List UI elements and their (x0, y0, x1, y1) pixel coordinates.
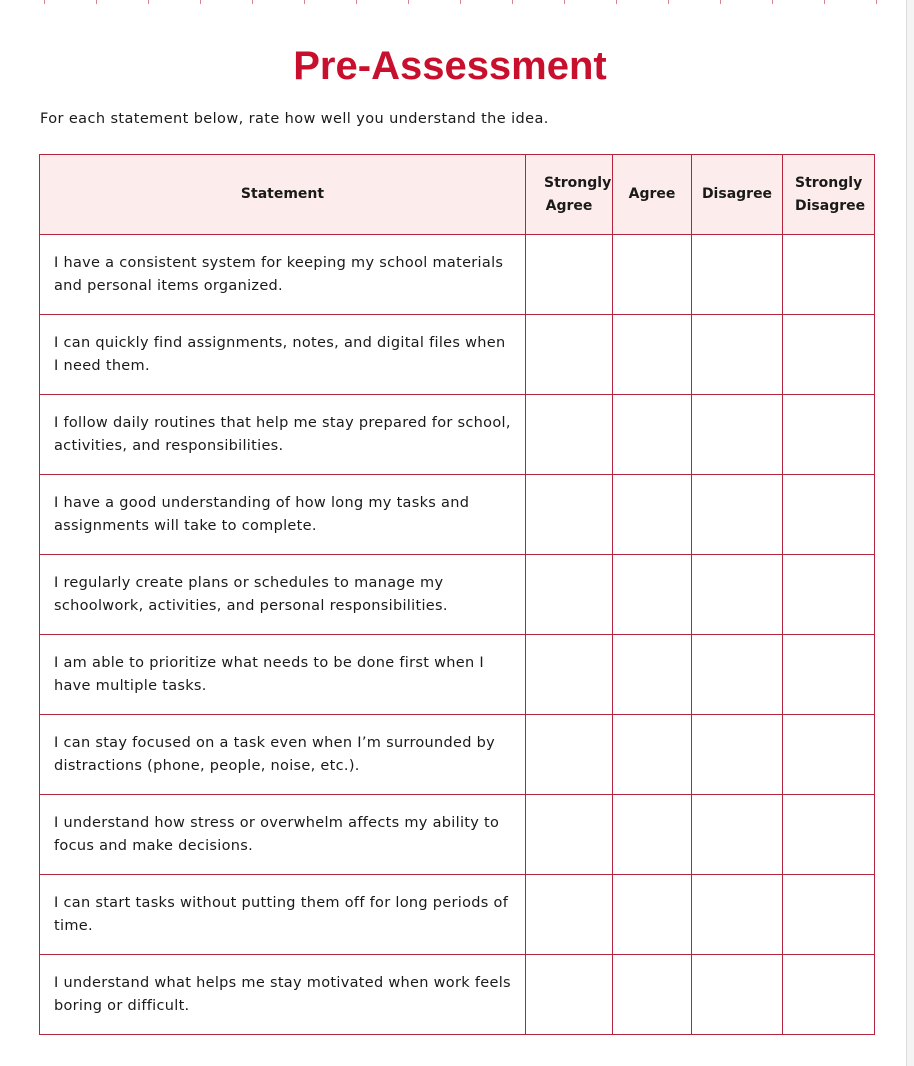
statement-cell: I follow daily routines that help me stay prepared for school, activities, and responsibilities. (40, 395, 526, 475)
ruler-tick (44, 0, 45, 4)
ruler-tick (772, 0, 773, 4)
table-row (40, 315, 875, 395)
rating-cell-strongly-disagree[interactable] (783, 955, 875, 1035)
rating-cell-strongly-disagree[interactable] (783, 315, 875, 395)
header-strongly-agree: Strongly Agree (526, 155, 613, 235)
statement-cell: I understand what helps me stay motivated when work feels boring or difficult. (40, 955, 526, 1035)
table-row (40, 395, 875, 475)
instructions-text: For each statement below, rate how well you understand the idea. (40, 111, 549, 127)
rating-cell-strongly-agree[interactable] (526, 235, 613, 315)
rating-cell-strongly-agree[interactable] (526, 715, 613, 795)
rating-cell-strongly-disagree[interactable] (783, 235, 875, 315)
table-row (40, 715, 875, 795)
rating-cell-agree[interactable] (613, 555, 692, 635)
rating-cell-disagree[interactable] (692, 875, 783, 955)
rating-cell-strongly-agree[interactable] (526, 315, 613, 395)
page-edge (906, 0, 914, 1066)
rating-cell-strongly-agree[interactable] (526, 875, 613, 955)
page-title: Pre-Assessment (293, 44, 607, 88)
rating-cell-strongly-disagree[interactable] (783, 635, 875, 715)
rating-cell-agree[interactable] (613, 715, 692, 795)
statement-cell: I have a consistent system for keeping my school materials and personal items organized. (40, 235, 526, 315)
ruler-tick (460, 0, 461, 4)
ruler-ticks (0, 0, 906, 4)
rating-cell-strongly-disagree[interactable] (783, 395, 875, 475)
ruler-tick (200, 0, 201, 4)
rating-cell-disagree[interactable] (692, 955, 783, 1035)
statement-cell: I can quickly find assignments, notes, and digital files when I need them. (40, 315, 526, 395)
statement-cell: I am able to prioritize what needs to be done first when I have multiple tasks. (40, 635, 526, 715)
rating-cell-agree[interactable] (613, 315, 692, 395)
table-row (40, 955, 875, 1035)
header-agree: Agree (613, 155, 692, 235)
statement-cell: I regularly create plans or schedules to manage my schoolwork, activities, and personal responsibilities. (40, 555, 526, 635)
rating-cell-strongly-agree[interactable] (526, 555, 613, 635)
rating-cell-disagree[interactable] (692, 235, 783, 315)
statement-cell: I understand how stress or overwhelm affects my ability to focus and make decisions. (40, 795, 526, 875)
ruler-tick (408, 0, 409, 4)
assessment-table (39, 154, 875, 1035)
rating-cell-agree[interactable] (613, 955, 692, 1035)
header-statement: Statement (40, 155, 526, 235)
table-row (40, 555, 875, 635)
ruler-tick (304, 0, 305, 4)
rating-cell-disagree[interactable] (692, 475, 783, 555)
rating-cell-strongly-disagree[interactable] (783, 715, 875, 795)
rating-cell-disagree[interactable] (692, 315, 783, 395)
statement-cell: I can start tasks without putting them off for long periods of time. (40, 875, 526, 955)
table-row (40, 475, 875, 555)
header-strongly-disagree: Strongly Disagree (783, 155, 875, 235)
rating-cell-strongly-agree[interactable] (526, 395, 613, 475)
ruler-tick (616, 0, 617, 4)
rating-cell-strongly-agree[interactable] (526, 955, 613, 1035)
ruler-tick (512, 0, 513, 4)
ruler-tick (148, 0, 149, 4)
rating-cell-agree[interactable] (613, 475, 692, 555)
ruler-tick (876, 0, 877, 4)
table-row (40, 235, 875, 315)
rating-cell-strongly-disagree[interactable] (783, 795, 875, 875)
rating-cell-agree[interactable] (613, 635, 692, 715)
ruler-tick (356, 0, 357, 4)
rating-cell-strongly-disagree[interactable] (783, 875, 875, 955)
ruler-tick (564, 0, 565, 4)
rating-cell-disagree[interactable] (692, 715, 783, 795)
rating-cell-disagree[interactable] (692, 555, 783, 635)
table-row (40, 795, 875, 875)
header-disagree: Disagree (692, 155, 783, 235)
rating-cell-strongly-agree[interactable] (526, 635, 613, 715)
table-header-row (40, 155, 875, 235)
rating-cell-agree[interactable] (613, 795, 692, 875)
ruler-tick (96, 0, 97, 4)
rating-cell-strongly-disagree[interactable] (783, 555, 875, 635)
rating-cell-strongly-disagree[interactable] (783, 475, 875, 555)
ruler-tick (668, 0, 669, 4)
rating-cell-agree[interactable] (613, 395, 692, 475)
rating-cell-disagree[interactable] (692, 795, 783, 875)
rating-cell-strongly-agree[interactable] (526, 475, 613, 555)
rating-cell-disagree[interactable] (692, 395, 783, 475)
table-row (40, 875, 875, 955)
table-row (40, 635, 875, 715)
ruler-tick (720, 0, 721, 4)
rating-cell-agree[interactable] (613, 875, 692, 955)
statement-cell: I can stay focused on a task even when I’m surrounded by distractions (phone, people, noise, etc.). (40, 715, 526, 795)
statement-cell: I have a good understanding of how long my tasks and assignments will take to complete. (40, 475, 526, 555)
ruler-tick (252, 0, 253, 4)
ruler-tick (824, 0, 825, 4)
rating-cell-agree[interactable] (613, 235, 692, 315)
rating-cell-strongly-agree[interactable] (526, 795, 613, 875)
rating-cell-disagree[interactable] (692, 635, 783, 715)
